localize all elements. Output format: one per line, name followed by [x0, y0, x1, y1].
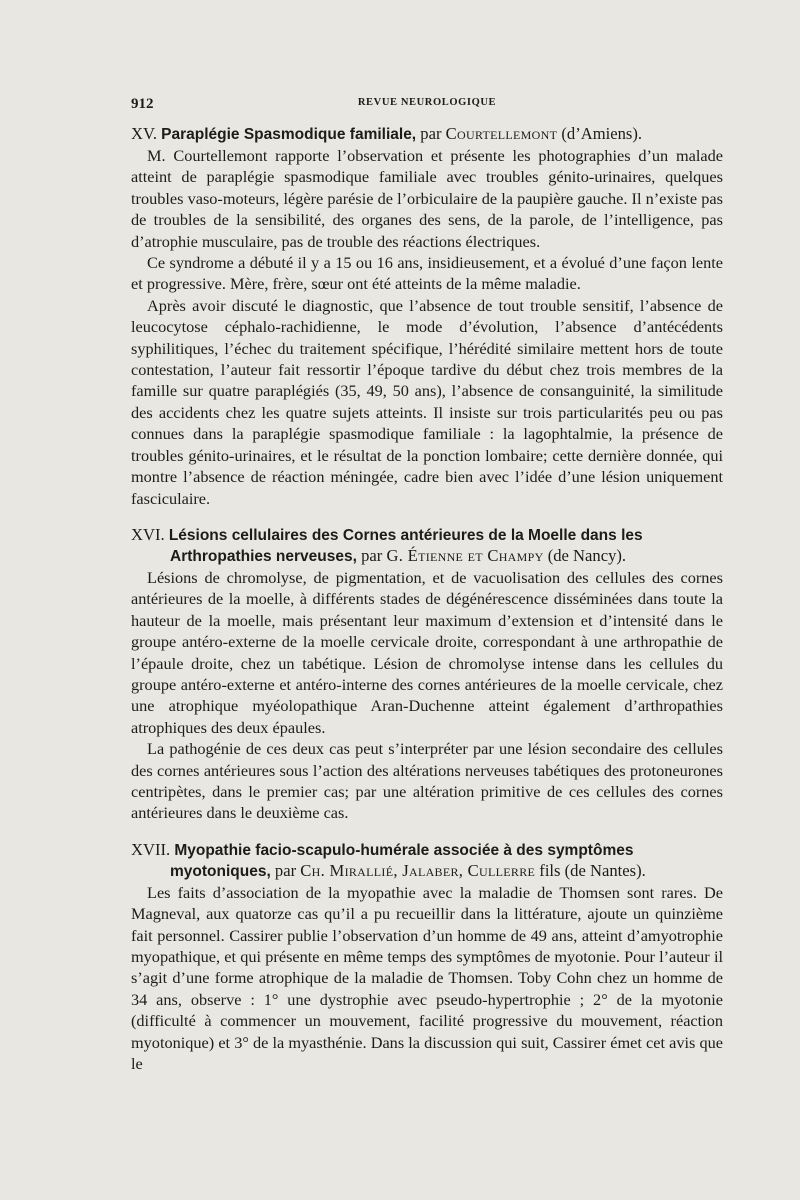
- section-authors: Ch. Mirallié, Jalaber, Cullerre: [300, 860, 536, 880]
- section-number: XV.: [131, 124, 157, 143]
- page-number: 912: [131, 96, 154, 112]
- section-heading: Lésions cellulaires des Cornes antérieures de la Moelle dans les Arthropathies nerveuses,: [168, 526, 643, 565]
- section-title-xv: [131, 124, 723, 145]
- section-authors: G. Étienne et Champy: [386, 545, 544, 565]
- section-title-xvi: [131, 525, 723, 567]
- paragraph: La pathogénie de ces deux cas peut s’interpréter par une lésion secondaire des cellules des cornes antérieures sous l’action des altérations nerveuses tabétiques des protoneurones centripètes, dans le premier cas; par une altération primitive de ces cellules des cornes antérieures dans le deuxième cas.: [131, 739, 723, 823]
- section-title-xvii: [131, 840, 723, 882]
- section-affiliation: (d’Amiens).: [561, 124, 643, 143]
- paragraph: Après avoir discuté le diagnostic, que l’absence de tout trouble sensitif, l’absence de leucocytose céphalo-rachidienne, le mode d’évolution, l’absence d’antécédents syphilitiques, l’échec du traitement spécifique, l’hérédité similaire mettent hors de toute contestation, l’auteur fait ressortir l’époque tardive du début chez trois membres de la famille sur quatre paraplégiés (35, 49, 50 ans), l’absence de consanguinité, la similitude des accidents chez les quatre sujets atteints. Il insiste sur trois particularités peu ou pas connues dans la paraplégie spasmodique familiale : la lagophtalmie, la présence de troubles génito-urinaires, et le résultat de la ponction lombaire; cette dernière donnée, qui montre l’absence de réaction méningée, cadre bien avec l’idée d’une lésion uniquement fasciculaire.: [131, 295, 723, 508]
- page-header: [131, 96, 723, 116]
- running-title: REVUE NEUROLOGIQUE: [357, 97, 497, 108]
- section-number: XVI.: [131, 524, 165, 544]
- by-prefix: par: [274, 860, 297, 880]
- paragraph: Les faits d’association de la myopathie avec la maladie de Thomsen sont rares. De Magneval, aux quatorze cas qu’il a pu recueillir dans la littérature, ajoute un quinzième fait personnel. Cassirer publie l’observation d’un homme de 49 ans, atteint d’amyotrophie myopathique, et qui présente en même temps des symptômes de myotonie. Pour l’auteur il s’agit d’une forme atrophique de la maladie de Thomsen. Toby Cohn chez un homme de 34 ans, observe : 1° une dystrophie avec pseudo-hypertrophie ; 2° de la myotonie (difficulté à commencer un mouvement, facilité progressive du mouvement, réaction myotonique) et 3° de la myasthénie. Dans la discussion qui suit, Cassirer émet cet avis que le: [131, 882, 723, 1074]
- paragraph: Ce syndrome a débuté il y a 15 ou 16 ans, insidieusement, et a évolué d’une façon lente et progressive. Mère, frère, sœur ont été atteints de la même maladie.: [131, 253, 723, 294]
- section-affiliation: fils (de Nantes).: [539, 860, 646, 880]
- paragraph: M. Courtellemont rapporte l’observation et présente les photographies d’un malade atteint de paraplégie spasmodique familiale avec troubles génito-urinaires, quelques troubles vaso-moteurs, légère parésie de l’orbiculaire de la paupière gauche. Il n’existe pas de troubles de la sensibilité, des organes des sens, de la parole, de l’intelligence, pas d’atrophie musculaire, pas de trouble des réactions électriques.: [131, 146, 723, 251]
- by-prefix: par: [361, 545, 383, 565]
- by-prefix: par: [420, 124, 442, 143]
- paragraph: Lésions de chromolyse, de pigmentation, et de vacuolisation des cellules des cornes antérieures de la moelle, à différents stades de dégénérescence disséminées dans toute la hauteur de la moelle, mais présentant leur maximum d’extension et d’intensité dans le groupe antéro-externe de la moelle cervicale droite, correspondant à une arthropathie de l’épaule droite, chez un tabétique. Lésion de chromolyse intense dans les cellules du groupe antéro-externe et antéro-interne des cornes antérieures de la moelle cervicale, chez une atrophique myéolopathique Aran-Duchenne atteint également d’arthropathies atrophiques des deux épaules.: [131, 567, 723, 737]
- section-authors: Courtellemont: [445, 124, 558, 143]
- text-column: [131, 124, 723, 1074]
- section-affiliation: (de Nancy).: [547, 545, 627, 565]
- section-number: XVII.: [131, 839, 171, 859]
- section-heading: Paraplégie Spasmodique familiale,: [161, 126, 417, 143]
- section-heading: Myopathie facio-scapulo-humérale associée à des symptômes myotoniques,: [170, 841, 634, 880]
